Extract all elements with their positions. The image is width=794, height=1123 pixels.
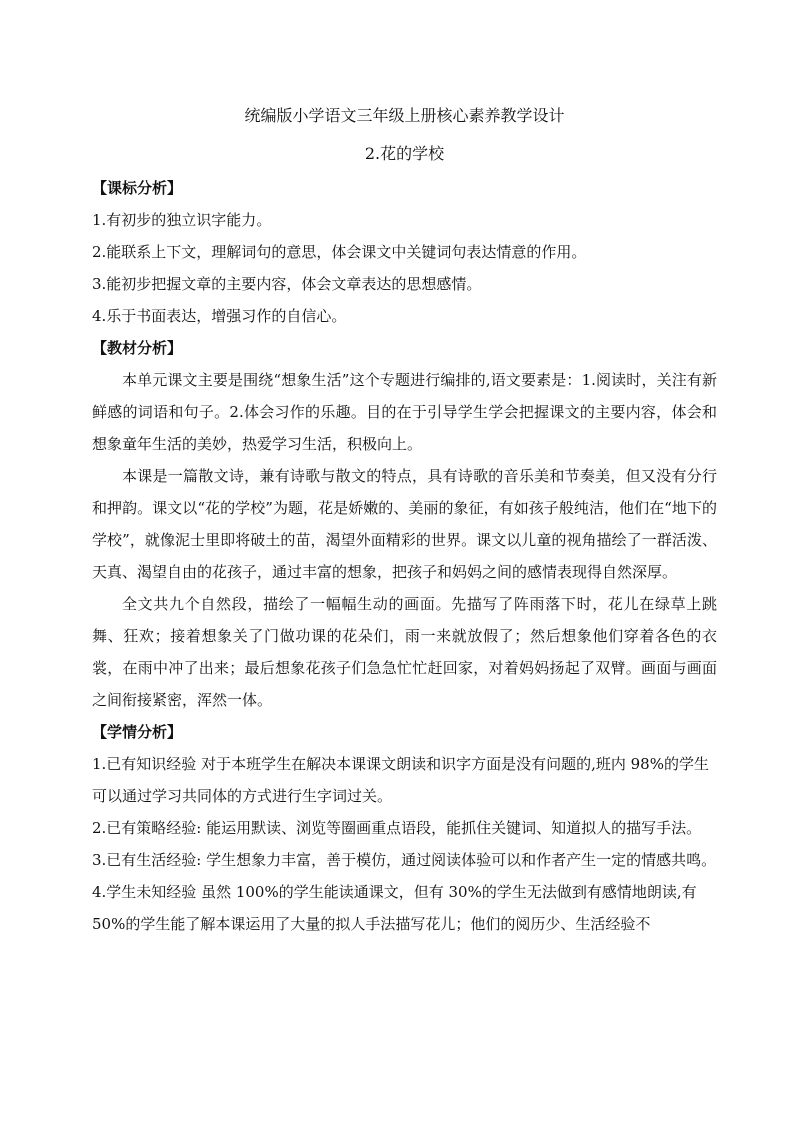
document-title: 统编版小学语文三年级上册核心素养教学设计 <box>244 106 565 125</box>
textbook-paragraph: 本单元课文主要是围绕“想象生活”这个专题进行编排的,语文要素是：1.阅读时，关注有新鲜感的词语和句子。2.体会习作的乐趣。目的在于引导学生学会把握课文的主要内容，体会和想象童年生活的美妙，热爱学习生活，积极向上。 <box>92 371 717 453</box>
section-heading-learner: 【学情分析】 <box>92 723 183 741</box>
curriculum-item: 4.乐于书面表达，增强习作的自信心。 <box>92 307 347 325</box>
lesson-title: 2.花的学校 <box>364 144 445 163</box>
document-content <box>92 100 717 940</box>
textbook-paragraph: 全文共九个自然段，描绘了一幅幅生动的画面。先描写了阵雨落下时，花儿在绿草上跳舞、狂欢；接着想象关了门做功课的花朵们，雨一来就放假了；然后想象他们穿着各色的衣裳，在雨中冲了出来；最后想象花孩子们急急忙忙赶回家，对着妈妈扬起了双臂。画面与画面之间衔接紧密，浑然一体。 <box>92 595 717 709</box>
learner-item: 1.已有知识经验 对于本班学生在解决本课课文朗读和识字方面是没有问题的,班内 98%的学生可以通过学习共同体的方式进行生字词过关。 <box>92 755 709 805</box>
learner-item: 4.学生未知经验 虽然 100%的学生能读通课文，但有 30%的学生无法做到有感情地朗读,有 50%的学生能了解本课运用了大量的拟人手法描写花儿；他们的阅历少、生活经验不 <box>92 883 697 933</box>
curriculum-item: 1.有初步的独立识字能力。 <box>92 211 272 229</box>
textbook-paragraph: 本课是一篇散文诗，兼有诗歌与散文的特点，具有诗歌的音乐美和节奏美，但又没有分行和押韵。课文以“花的学校”为题，花是娇嫩的、美丽的象征，有如孩子般纯洁，他们在“地下的学校”，就像泥士里即将破土的苗，渴望外面精彩的世界。课文以儿童的视角描绘了一群活泼、天真、渴望自由的花孩子，通过丰富的想象，把孩子和妈妈之间的感情表现得自然深厚。 <box>92 467 717 581</box>
curriculum-item: 2.能联系上下文，理解词句的意思，体会课文中关键词句表达情意的作用。 <box>92 243 587 261</box>
section-heading-textbook: 【教材分析】 <box>92 339 183 357</box>
learner-item: 2.已有策略经验: 能运用默读、浏览等圈画重点语段，能抓住关键词、知道拟人的描写手法。 <box>92 819 702 837</box>
curriculum-item: 3.能初步把握文章的主要内容，体会文章表达的思想感情。 <box>92 275 482 293</box>
learner-item: 3.已有生活经验: 学生想象力丰富，善于模仿，通过阅读体验可以和作者产生一定的情感共鸣。 <box>92 851 717 869</box>
section-heading-curriculum: 【课标分析】 <box>92 179 183 197</box>
